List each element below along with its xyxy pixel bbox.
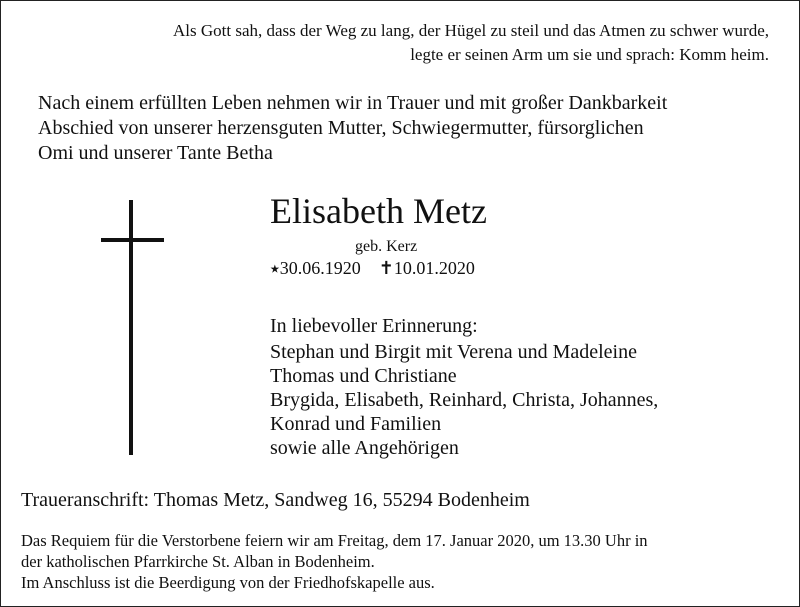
memory-heading: In liebevoller Erinnerung: xyxy=(270,315,478,337)
requiem-line-2: der katholischen Pfarrkirche St. Alban in Bodenheim. xyxy=(21,552,375,571)
mourner-line: Brygida, Elisabeth, Reinhard, Christa, Johannes, xyxy=(270,389,659,411)
motto-line-1: Als Gott sah, dass der Weg zu lang, der Hügel zu steil und das Atmen zu schwer wurde, xyxy=(172,21,769,40)
intro-text xyxy=(38,91,667,166)
mourner-line: Thomas und Christiane xyxy=(270,365,457,387)
maiden-name: geb. Kerz xyxy=(355,238,418,255)
motto-line-2: legte er seinen Arm um sie und sprach: Komm heim. xyxy=(410,45,769,64)
requiem-line-3: Im Anschluss ist die Beerdigung von der Friedhofskapelle aus. xyxy=(21,573,435,592)
life-dates xyxy=(270,258,475,279)
mourner-line: Stephan und Birgit mit Verena und Madeleine xyxy=(270,341,637,363)
cross-icon-bar xyxy=(101,238,164,242)
deceased-name: Elisabeth Metz xyxy=(270,191,487,231)
death-date: ✝10.01.2020 xyxy=(378,258,475,278)
requiem-line-1: Das Requiem für die Verstorbene feiern wir am Freitag, dem 17. Januar 2020, um 13.30 Uhr in xyxy=(21,531,648,550)
intro-line-2: Abschied von unserer herzensguten Mutter, Schwiegermutter, fürsorglichen xyxy=(38,117,644,139)
memory-block xyxy=(270,314,658,460)
mourner-line: Konrad und Familien xyxy=(270,413,442,435)
intro-line-3: Omi und unserer Tante Betha xyxy=(38,142,273,164)
mourner-line: sowie alle Angehörigen xyxy=(270,437,459,459)
birth-date: ⭑30.06.1920 xyxy=(270,258,361,278)
mourning-address: Traueranschrift: Thomas Metz, Sandweg 16, 55294 Bodenheim xyxy=(21,489,530,511)
requiem-info xyxy=(21,530,648,593)
intro-line-1: Nach einem erfüllten Leben nehmen wir in Trauer und mit großer Dankbarkeit xyxy=(38,92,668,114)
